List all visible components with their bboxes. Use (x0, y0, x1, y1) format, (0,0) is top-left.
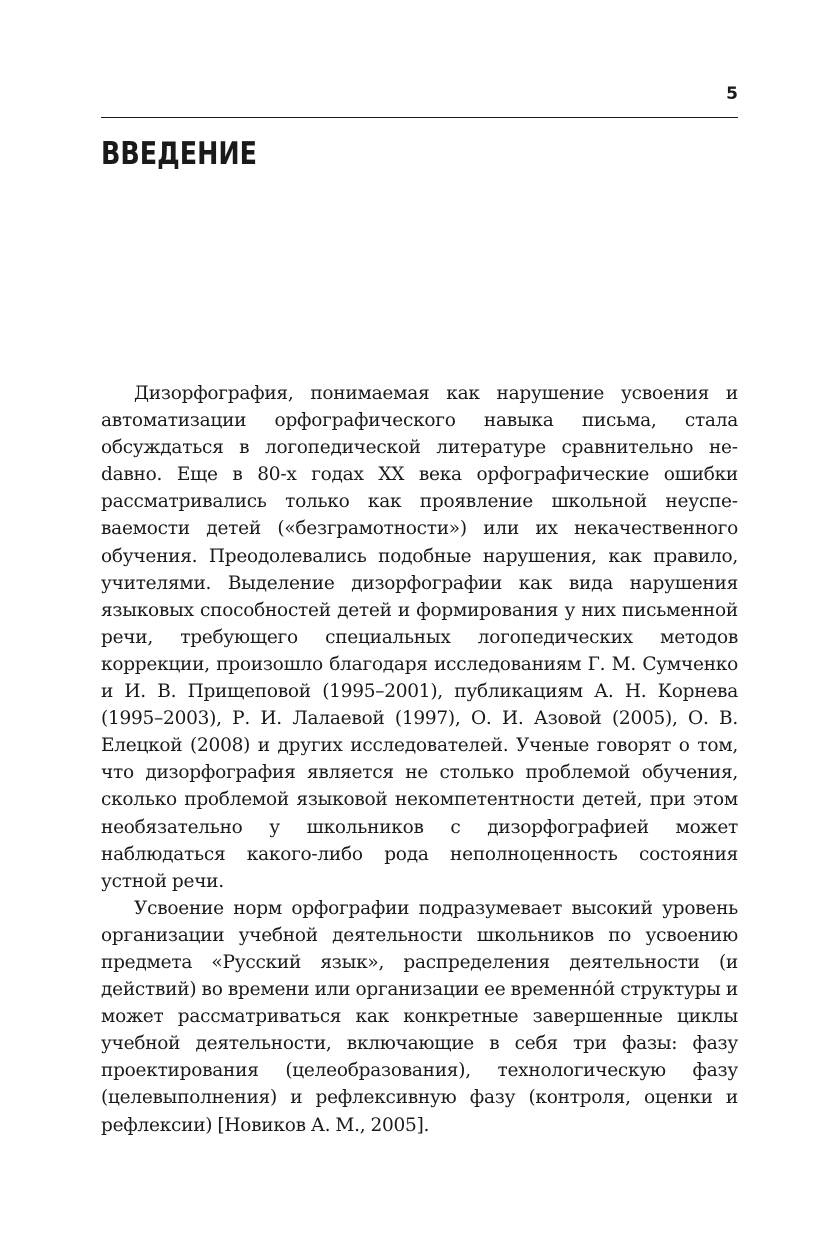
paragraph-1: Дизорфография, понимаемая как нарушение усвоения и автоматизации орфографического навыка письма, стала обсуждаться в логопедической литературе сравнительно неdавно. Еще в 80-х годах XX века орфографические ошибки рассматривались только как проявление школьной неуспеваемости детей («безграмотности») или их некачественного обучения. Преодолевались подобные нарушения, как правило, учителями. Выделение дизорфографии как вида нарушения языковых способностей детей и формирования у них письменной речи, требующего специальных логопедических методов коррекции, произошло благодаря исследованиям Г. М. Сумченко и И. В. Прищеповой (1995–2001), публикациям А. Н. Корнева (1995–2003), Р. И. Лалаевой (1997), О. И. Азовой (2005), О. В. Елецкой (2008) и других исследователей. Ученые говорят о том, что дизорфография является не столько проблемой обучения, сколько проблемой языковой некомпетентности детей, при этом необязательно у школьников с дизорфографией может наблюдаться какого-либо рода неполноценность состояния устной речи. (101, 383, 738, 892)
chapter-title: ВВЕДЕНИЕ (101, 136, 258, 172)
header-rule (101, 117, 738, 118)
body-text (101, 380, 738, 1139)
paragraph-2: Усвоение норм орфографии подразумевает высокий уровень организации учебной деятельности школьников по усвоению предмета «Русский язык», распределения деятельности (и действий) во времени или организации ее временно́й структуры и может рассматриваться как конкретные завершенные циклы учебной деятельности, включающие в себя три фазы: фазу проектирования (целеобразования), технологическую фазу (целевыполнения) и рефлексивную фазу (контроля, оценки и рефлексии) [Новиков А. М., 2005]. (101, 897, 738, 1136)
page-number: 5 (726, 84, 738, 104)
